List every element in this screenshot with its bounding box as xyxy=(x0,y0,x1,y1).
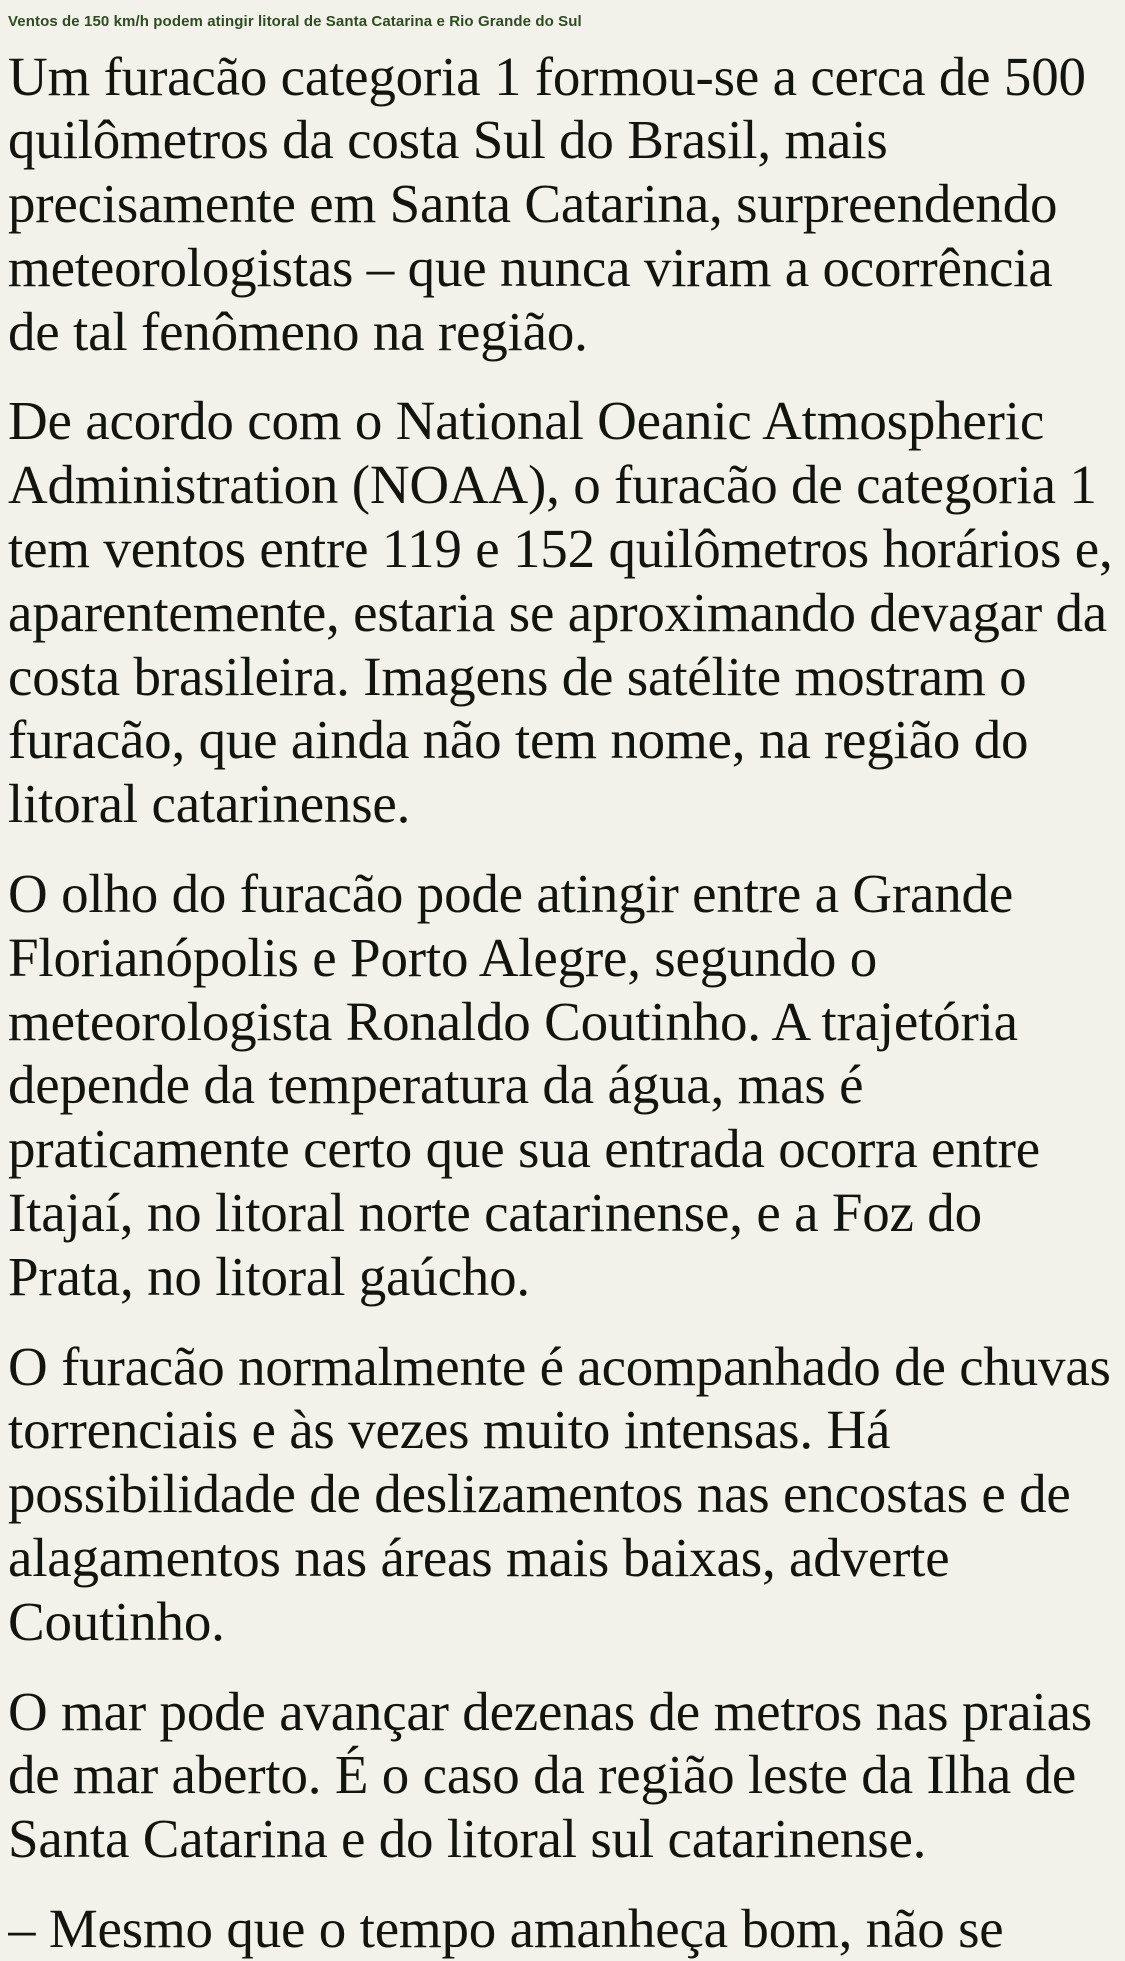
article-paragraph: O furacão normalmente é acompanhado de chuvas torrenciais e às vezes muito intensas. Há possibilidade de deslizamentos nas encostas e de alagamentos nas áreas mais baixas, adverte Coutinho. xyxy=(8,1335,1111,1652)
article-paragraph: – Mesmo que o tempo amanheça bom, não se xyxy=(8,1898,1004,1960)
headline-bar xyxy=(0,0,1125,37)
article-paragraph: De acordo com o National Oeanic Atmospheric Administration (NOAA), o furacão de categoria 1 tem ventos entre 119 e 152 quilômetros horários e, aparentemente, estaria se aproximando devagar da costa brasileira. Imagens de satélite mostram o furacão, que ainda não tem nome, na região do litoral catarinense. xyxy=(8,390,1113,835)
page-kicker: Ventos de 150 km/h podem atingir litoral de Santa Catarina e Rio Grande do Sul xyxy=(8,13,582,30)
article-paragraph: Um furacão categoria 1 formou-se a cerca de 500 quilômetros da costa Sul do Brasil, mais precisamente em Santa Catarina, surpreendendo meteorologistas – que nunca viram a ocorrência de tal fenômeno na região. xyxy=(8,45,1086,362)
article-body xyxy=(0,45,1125,1961)
article-paragraph: O mar pode avançar dezenas de metros nas praias de mar aberto. É o caso da região leste da Ilha de Santa Catarina e do litoral sul catarinense. xyxy=(8,1680,1092,1870)
article-paragraph: O olho do furacão pode atingir entre a Grande Florianópolis e Porto Alegre, segundo o meteorologista Ronaldo Coutinho. A trajetória depende da temperatura da água, mas é praticamente certo que sua entrada ocorra entre Itajaí, no litoral norte catarinense, e a Foz do Prata, no litoral gaúcho. xyxy=(8,863,1040,1307)
